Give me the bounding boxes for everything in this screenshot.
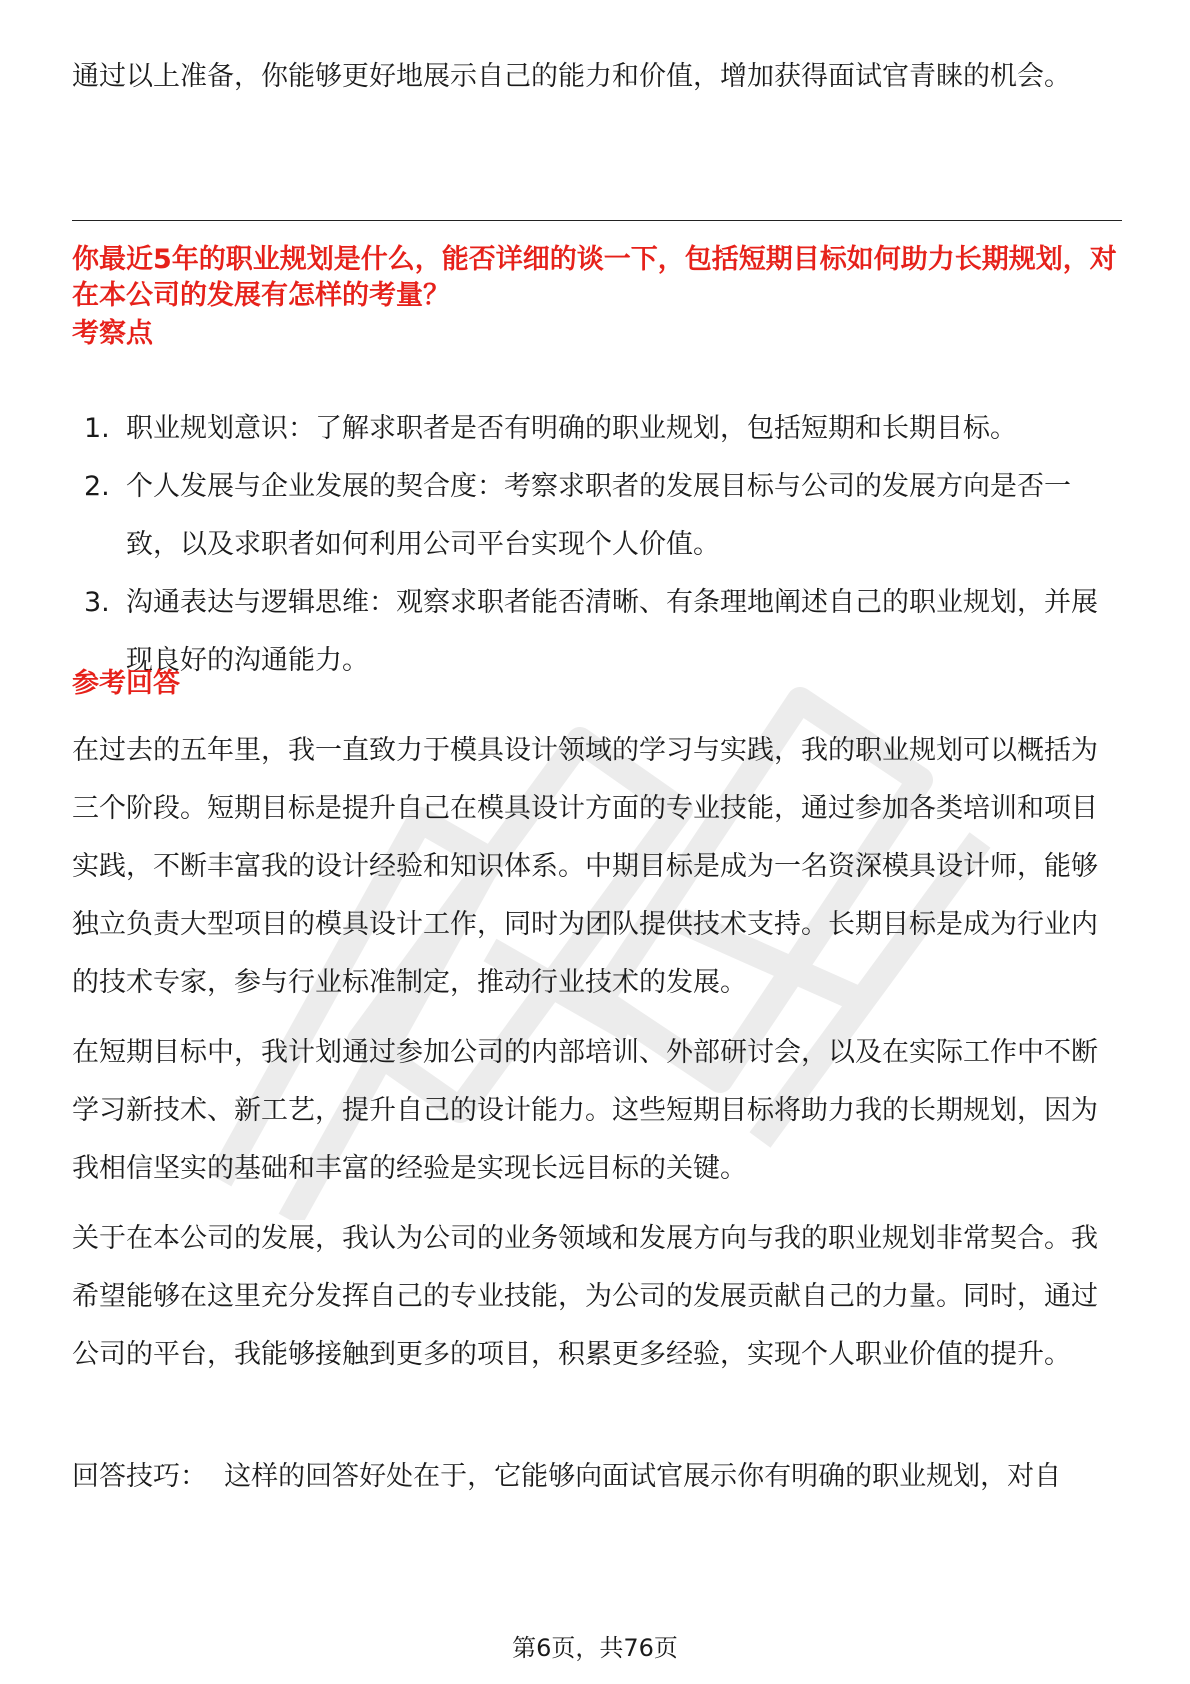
answer-paragraph: 在短期目标中，我计划通过参加公司的内部培训、外部研讨会，以及在实际工作中不断学习新技术、新工艺，提升自己的设计能力。这些短期目标将助力我的长期规划，因为我相信坚实的基础和丰富的经验是实现长远目标的关键。 <box>72 1037 1098 1184</box>
reference-answer-heading: 参考回答 <box>72 668 180 699</box>
section-divider <box>72 220 1122 221</box>
tips-paragraph: 回答技巧： 这样的回答好处在于，它能够向面试官展示你有明确的职业规划，对自 <box>72 1461 1062 1492</box>
page-footer: 第6页，共76页 <box>512 1634 678 1662</box>
key-point-text: 个人发展与企业发展的契合度：考察求职者的发展目标与公司的发展方向是否一致，以及求职者如何利用公司平台实现个人价值。 <box>126 471 1071 560</box>
key-point-number: 3. <box>84 587 110 618</box>
key-point-item <box>72 458 1122 574</box>
answer-paragraph: 在过去的五年里，我一直致力于模具设计领域的学习与实践，我的职业规划可以概括为三个阶段。短期目标是提升自己在模具设计方面的专业技能，通过参加各类培训和项目实践，不断丰富我的设计经验和知识体系。中期目标是成为一名资深模具设计师，能够独立负责大型项目的模具设计工作，同时为团队提供技术支持。长期目标是成为行业内的技术专家，参与行业标准制定，推动行业技术的发展。 <box>72 735 1098 998</box>
intro-paragraph: 通过以上准备，你能够更好地展示自己的能力和价值，增加获得面试官青睐的机会。 <box>72 61 1071 92</box>
key-point-number: 2. <box>84 471 110 502</box>
key-point-text: 职业规划意识：了解求职者是否有明确的职业规划，包括短期和长期目标。 <box>126 413 1017 444</box>
question-title: 你最近5年的职业规划是什么，能否详细的谈一下，包括短期目标如何助力长期规划，对在本公司的发展有怎样的考量？ <box>72 244 1117 311</box>
key-point-item <box>72 400 1122 458</box>
key-points-list <box>72 400 1122 690</box>
answer-paragraph: 关于在本公司的发展，我认为公司的业务领域和发展方向与我的职业规划非常契合。我希望能够在这里充分发挥自己的专业技能，为公司的发展贡献自己的力量。同时，通过公司的平台，我能够接触到更多的项目，积累更多经验，实现个人职业价值的提升。 <box>72 1223 1098 1370</box>
key-point-text: 沟通表达与逻辑思维：观察求职者能否清晰、有条理地阐述自己的职业规划，并展现良好的沟通能力。 <box>126 587 1098 676</box>
key-point-number: 1. <box>84 413 110 444</box>
key-point-item <box>72 574 1122 690</box>
key-points-heading: 考察点 <box>72 318 153 349</box>
